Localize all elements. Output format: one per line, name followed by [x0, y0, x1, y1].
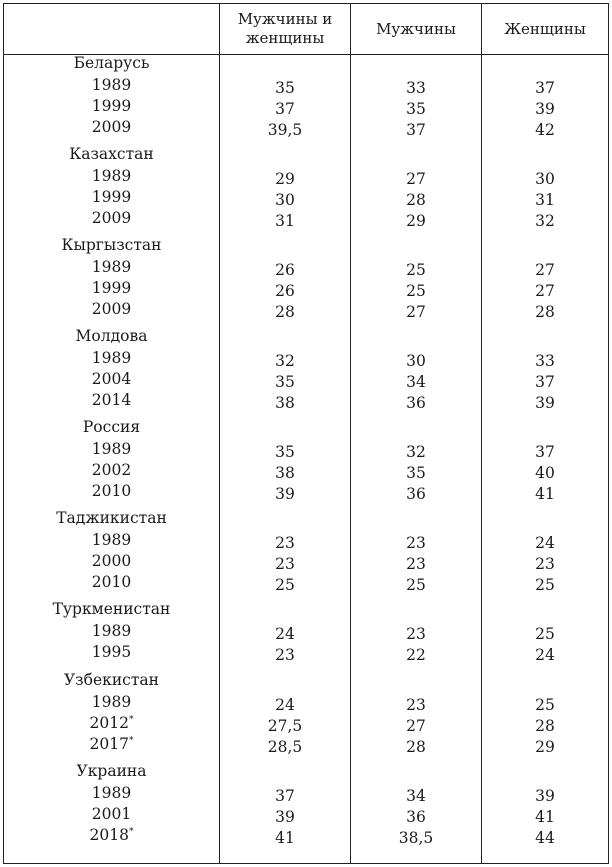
- value-both-sexes: 41: [275, 829, 295, 847]
- value-women: 40: [535, 464, 555, 482]
- value-women: 30: [535, 170, 555, 188]
- year-label: [4, 783, 219, 803]
- year-label: [4, 75, 219, 95]
- value-both-sexes: 23: [275, 534, 295, 552]
- value-men: 33: [406, 79, 426, 97]
- year-value: 1989: [91, 622, 132, 640]
- year-value: 1999: [91, 97, 132, 115]
- year-value: 2009: [91, 118, 132, 136]
- year-label: [4, 348, 219, 368]
- year-value: 2004: [91, 370, 132, 388]
- year-value: 2009: [91, 300, 132, 318]
- value-men: 23: [406, 555, 426, 573]
- value-men: 29: [406, 212, 426, 230]
- value-both-sexes: 23: [275, 646, 295, 664]
- value-women: 25: [535, 576, 555, 594]
- value-men: 27: [406, 717, 426, 735]
- value-men: 23: [406, 625, 426, 643]
- value-men: 38,5: [398, 829, 434, 847]
- value-women: 39: [535, 394, 555, 412]
- value-both-sexes: 28: [275, 303, 295, 321]
- value-women: 24: [535, 534, 555, 552]
- year-label: [4, 460, 219, 480]
- year-label: [4, 278, 219, 298]
- year-value: 2010: [91, 482, 132, 500]
- year-value: 1989: [91, 531, 132, 549]
- value-both-sexes: 37: [275, 787, 295, 805]
- year-value: 1995: [91, 643, 132, 661]
- value-men: 28: [406, 738, 426, 756]
- year-label: [4, 187, 219, 207]
- value-men: 37: [406, 121, 426, 139]
- value-both-sexes: 39: [275, 485, 295, 503]
- year-value: 2014: [91, 391, 132, 409]
- value-men: 30: [406, 352, 426, 370]
- value-men: 28: [406, 191, 426, 209]
- header-women: Женщины: [504, 19, 586, 38]
- year-value: 2018: [89, 826, 129, 844]
- value-both-sexes: 38: [275, 394, 295, 412]
- year-label: [4, 734, 219, 754]
- value-both-sexes: 27,5: [267, 717, 303, 735]
- value-both-sexes: 23: [275, 555, 295, 573]
- value-both-sexes: 39: [275, 808, 295, 826]
- value-both-sexes: 35: [275, 79, 295, 97]
- year-label: [4, 804, 219, 824]
- year-value: 1999: [91, 188, 132, 206]
- year-label: [4, 117, 219, 137]
- year-label: [4, 96, 219, 116]
- value-both-sexes: 28,5: [267, 738, 303, 756]
- header-both-sexes: Мужчины и женщины: [237, 10, 333, 47]
- value-women: 28: [535, 717, 555, 735]
- country-name: Россия: [82, 418, 141, 436]
- year-label: [4, 692, 219, 712]
- year-value: 1989: [91, 167, 132, 185]
- value-women: 33: [535, 352, 555, 370]
- value-women: 25: [535, 696, 555, 714]
- value-women: 28: [535, 303, 555, 321]
- value-men: 35: [406, 100, 426, 118]
- year-label: [4, 166, 219, 186]
- value-men: 27: [406, 170, 426, 188]
- value-women: 39: [535, 787, 555, 805]
- value-women: 24: [535, 646, 555, 664]
- year-value: 2001: [91, 805, 132, 823]
- value-women: 39: [535, 100, 555, 118]
- value-women: 37: [535, 79, 555, 97]
- footnote-mark: *: [128, 736, 134, 746]
- year-value: 2010: [91, 573, 132, 591]
- year-label: [4, 621, 219, 641]
- value-both-sexes: 38: [275, 464, 295, 482]
- value-both-sexes: 29: [275, 170, 295, 188]
- country-name: Молдова: [75, 327, 148, 345]
- value-men: 22: [406, 646, 426, 664]
- year-label: [4, 439, 219, 459]
- value-men: 25: [406, 576, 426, 594]
- year-value: 2002: [91, 461, 132, 479]
- value-men: 23: [406, 534, 426, 552]
- value-both-sexes: 32: [275, 352, 295, 370]
- value-women: 29: [535, 738, 555, 756]
- year-label: [4, 825, 219, 845]
- country-name: Кыргызстан: [61, 236, 162, 254]
- year-value: 1989: [91, 440, 132, 458]
- year-label: [4, 299, 219, 319]
- value-both-sexes: 26: [275, 282, 295, 300]
- footnote-mark: *: [128, 827, 134, 837]
- value-women: 37: [535, 443, 555, 461]
- value-both-sexes: 35: [275, 443, 295, 461]
- value-women: 32: [535, 212, 555, 230]
- value-women: 44: [535, 829, 555, 847]
- year-label: [4, 551, 219, 571]
- year-value: 2000: [91, 552, 132, 570]
- year-label: [4, 208, 219, 228]
- year-label: [4, 530, 219, 550]
- value-men: 34: [406, 373, 426, 391]
- year-value: 1989: [91, 349, 132, 367]
- year-label: [4, 257, 219, 277]
- value-men: 25: [406, 261, 426, 279]
- value-women: 42: [535, 121, 555, 139]
- value-both-sexes: 26: [275, 261, 295, 279]
- value-men: 23: [406, 696, 426, 714]
- year-value: 2012: [89, 714, 129, 732]
- data-table: [3, 3, 609, 864]
- value-men: 27: [406, 303, 426, 321]
- value-women: 27: [535, 261, 555, 279]
- value-both-sexes: 25: [275, 576, 295, 594]
- country-name: Беларусь: [73, 54, 150, 72]
- year-value: 1989: [91, 76, 132, 94]
- year-value: 2009: [91, 209, 132, 227]
- year-value: 1999: [91, 279, 132, 297]
- value-women: 27: [535, 282, 555, 300]
- year-label: [4, 369, 219, 389]
- value-women: 41: [535, 808, 555, 826]
- country-name: Казахстан: [69, 145, 154, 163]
- year-value: 2017: [89, 735, 129, 753]
- value-women: 31: [535, 191, 555, 209]
- year-value: 1989: [91, 784, 132, 802]
- value-women: 37: [535, 373, 555, 391]
- value-men: 36: [406, 485, 426, 503]
- year-label: [4, 390, 219, 410]
- value-both-sexes: 30: [275, 191, 295, 209]
- value-men: 36: [406, 394, 426, 412]
- value-both-sexes: 35: [275, 373, 295, 391]
- year-label: [4, 481, 219, 501]
- country-name: Таджикистан: [56, 509, 167, 527]
- country-name: Украина: [76, 762, 147, 780]
- footnote-mark: *: [128, 715, 134, 725]
- value-men: 36: [406, 808, 426, 826]
- value-men: 35: [406, 464, 426, 482]
- header-men: Мужчины: [376, 19, 456, 38]
- year-value: 1989: [91, 693, 132, 711]
- value-both-sexes: 39,5: [267, 121, 303, 139]
- country-name: Узбекистан: [63, 671, 159, 689]
- value-women: 41: [535, 485, 555, 503]
- value-both-sexes: 24: [275, 696, 295, 714]
- value-both-sexes: 37: [275, 100, 295, 118]
- year-label: [4, 713, 219, 733]
- value-women: 23: [535, 555, 555, 573]
- value-women: 25: [535, 625, 555, 643]
- value-men: 32: [406, 443, 426, 461]
- country-name: Туркменистан: [52, 600, 171, 618]
- value-men: 34: [406, 787, 426, 805]
- value-both-sexes: 24: [275, 625, 295, 643]
- year-value: 1989: [91, 258, 132, 276]
- header-empty-cell: [4, 4, 219, 54]
- value-men: 25: [406, 282, 426, 300]
- year-label: [4, 642, 219, 662]
- year-label: [4, 572, 219, 592]
- value-both-sexes: 31: [275, 212, 295, 230]
